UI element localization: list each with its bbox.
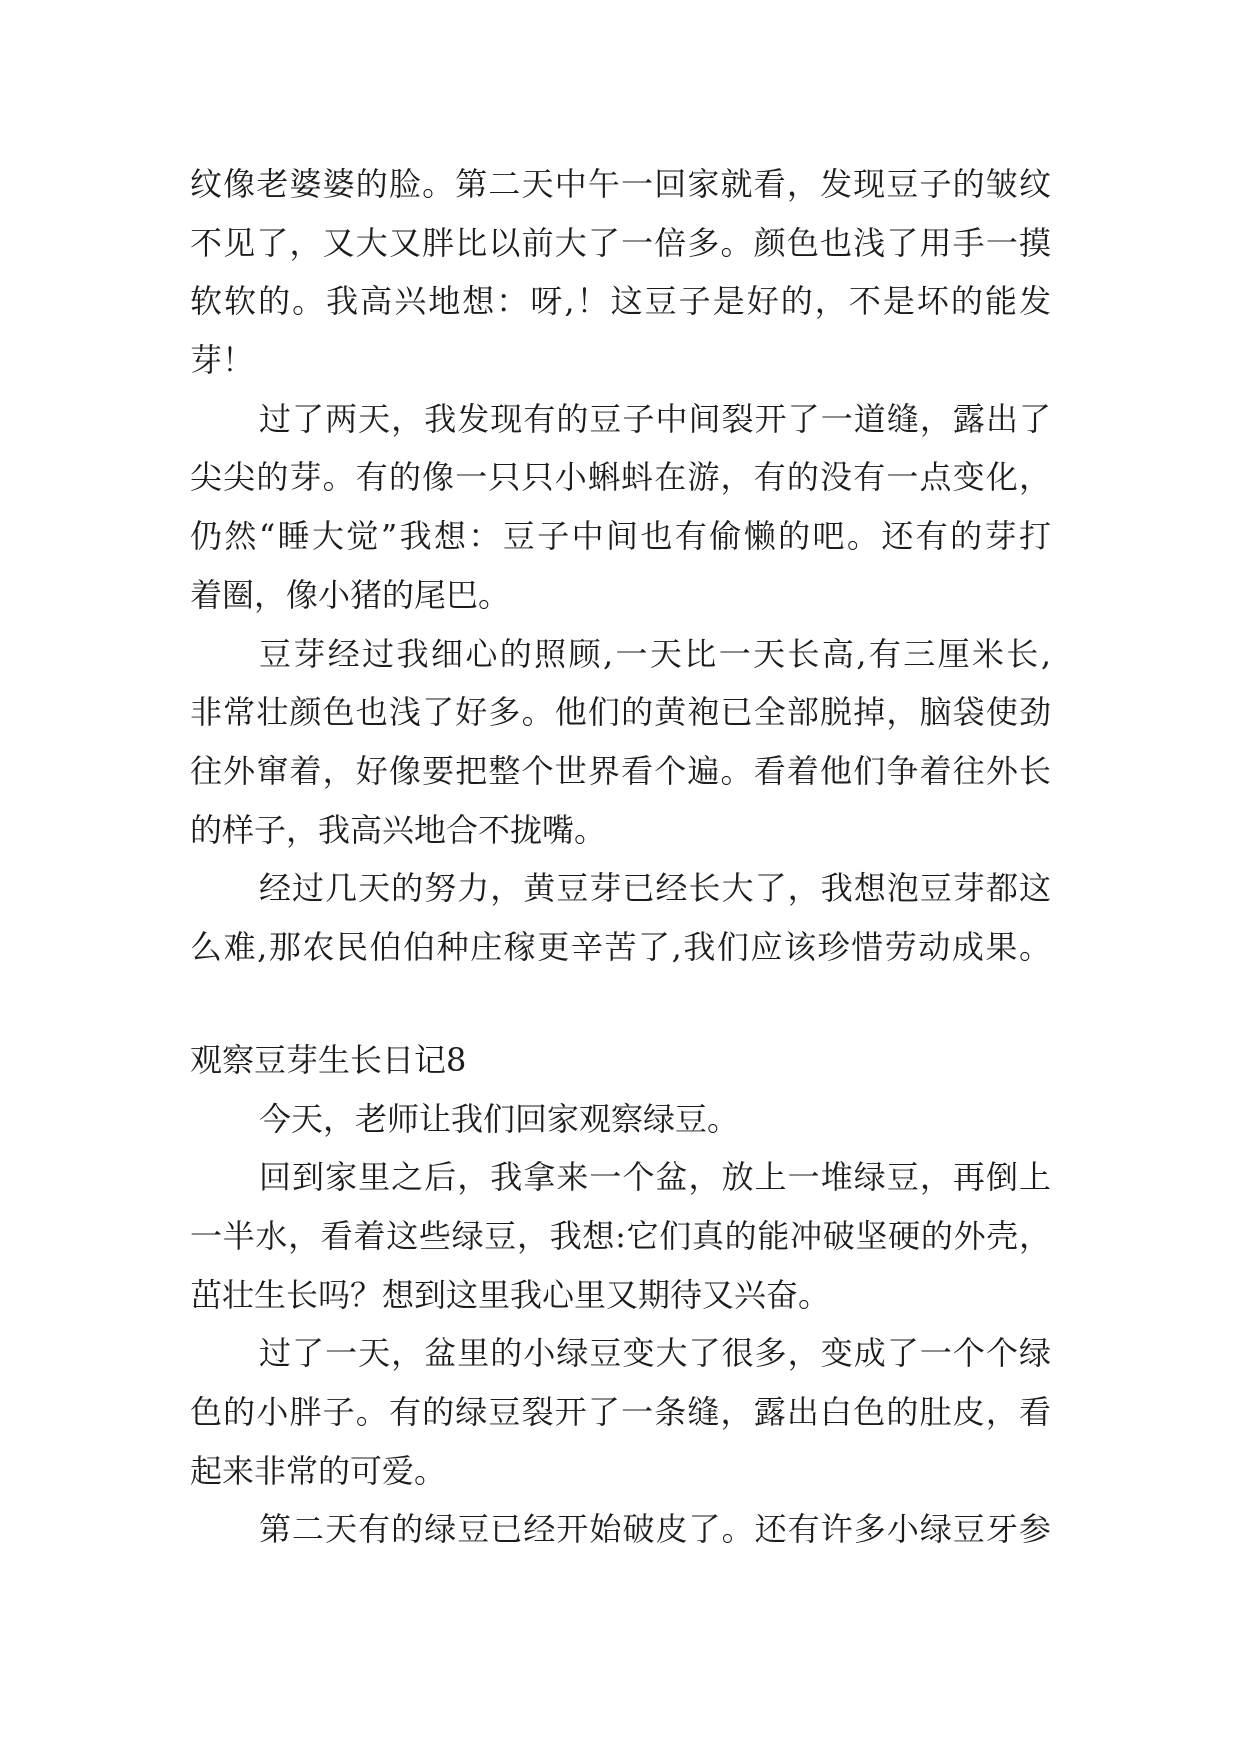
text-line: 往外窜着，好像要把整个世界看个遍。看着他们争着往外长 — [190, 751, 1051, 790]
section-title: 观察豆芽生长日记8 — [190, 1040, 467, 1079]
text-line: 回到家里之后，我拿来一个盆，放上一堆绿豆，再倒上 — [259, 1158, 1051, 1197]
paragraph — [190, 859, 1051, 976]
text-line: 软软的。我高兴地想：呀,！这豆子是好的，不是坏的能发 — [190, 282, 1051, 321]
paragraph — [190, 155, 1051, 390]
paragraph — [190, 390, 1051, 625]
text-line: 一半水，看着这些绿豆，我想:它们真的能冲破坚硬的外壳， — [190, 1216, 1051, 1255]
paragraph — [190, 1324, 1051, 1500]
text-line: 芽！ — [190, 341, 255, 380]
text-line: 不见了，又大又胖比以前大了一倍多。颜色也浅了用手一摸 — [190, 223, 1051, 262]
document-body — [190, 155, 1051, 1559]
text-line: 起来非常的可爱。 — [190, 1451, 447, 1490]
text-line: 今天，老师让我们回家观察绿豆。 — [259, 1099, 740, 1138]
text-line: 么难,那农民伯伯种庄稼更辛苦了,我们应该珍惜劳动成果。 — [190, 927, 1051, 966]
paragraph — [190, 625, 1051, 860]
text-line: 过了两天，我发现有的豆子中间裂开了一道缝，露出了 — [259, 399, 1051, 438]
section-gap — [190, 977, 1051, 1031]
text-line: 着圈，像小猪的尾巴。 — [190, 575, 511, 614]
text-line: 豆芽经过我细心的照顾,一天比一天长高,有三厘米长, — [259, 634, 1051, 673]
paragraph — [190, 1090, 1051, 1149]
text-line: 过了一天，盆里的小绿豆变大了很多，变成了一个个绿 — [259, 1334, 1051, 1373]
text-line: 经过几天的努力，黄豆芽已经长大了，我想泡豆芽都这 — [259, 869, 1051, 908]
text-line: 尖尖的芽。有的像一只只小蝌蚪在游，有的没有一点变化， — [190, 458, 1051, 497]
text-line: 非常壮颜色也浅了好多。他们的黄袍已全部脱掉，脑袋使劲 — [190, 693, 1051, 732]
text-line: 第二天有的绿豆已经开始破皮了。还有许多小绿豆牙参 — [259, 1510, 1051, 1549]
paragraph — [190, 1148, 1051, 1324]
text-line: 色的小胖子。有的绿豆裂开了一条缝，露出白色的肚皮，看 — [190, 1393, 1051, 1432]
text-line: 纹像老婆婆的脸。第二天中午一回家就看，发现豆子的皱纹 — [190, 165, 1051, 203]
text-line: 的样子，我高兴地合不拢嘴。 — [190, 810, 607, 849]
text-line: 茁壮生长吗？想到这里我心里又期待又兴奋。 — [190, 1275, 831, 1314]
paragraph — [190, 1500, 1051, 1559]
text-line: 仍然“睡大觉”我想：豆子中间也有偷懒的吧。还有的芽打 — [190, 517, 1051, 556]
